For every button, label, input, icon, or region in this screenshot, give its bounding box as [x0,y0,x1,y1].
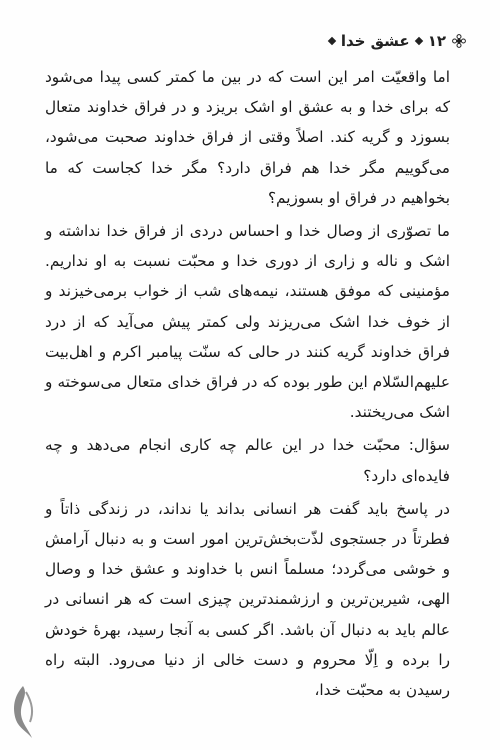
paragraph-2: ما تصوّری از وصال خدا و احساس دردی از فراق خدا نداشته و اشک و ناله و زاری از دوری خدا و محبّت نسبت به او نداریم. مؤمنینی که موفق هستند، نیمه‌های شب از خواب برمی‌خیزند و از خوف خدا اشک می‌ریزند ولی کمتر پیش می‌آید که از درد فراق خداوند گریه کنند در حالی که سنّت پیامبر اکرم و اهل‌بیت علیهم‌السّلام این طور بوده که در فراق خدای متعال می‌سوخته و اشک می‌ریختند. [45,222,450,422]
page-header [329,30,466,52]
page-number: ۱۲ [427,32,446,50]
question-paragraph: سؤال: محبّت خدا در این عالم چه کاری انجام می‌دهد و چه فایده‌ای دارد؟ [45,436,450,485]
separator-diamond-icon [328,37,336,45]
paragraph-4: در پاسخ باید گفت هر انسانی بداند یا نداند، در زندگی ذاتاً و فطرتاً در جستجوی لذّت‌بخش‌ترین امور است و به دنبال آرامش و خوشی می‌گردد؛ مسلماً انس با خداوند و عشق خدا و وصال الهی، شیرین‌ترین و ارزشمندترین چیزی است که هر انسانی در عالم باید به دنبال آن باشد. اگر کسی به آنجا رسید، بهرهٔ خودش را برده و اِلّا محروم و دست خالی از دنیا می‌رود. البته راه رسیدن به محبّت خدا، [45,499,450,700]
flower-ornament-icon [452,34,466,48]
body-text [45,62,450,705]
running-title: عشق خدا [340,32,410,50]
separator-diamond-icon [414,37,422,45]
publisher-logo-icon [6,682,40,742]
paragraph-1: اما واقعیّت امر این است که در بین ما کمتر کسی پیدا می‌شود که برای خدا و به عشق او اشک بریزد و در فراق خداوند متعال بسوزد و گریه کند. اصلاً وقتی از فراق خداوند صحبت می‌شود، می‌گوییم مگر خدا هم فراق دارد؟ مگر خدا کجاست که ما بخواهیم در فراق او بسوزیم؟ [45,68,450,207]
